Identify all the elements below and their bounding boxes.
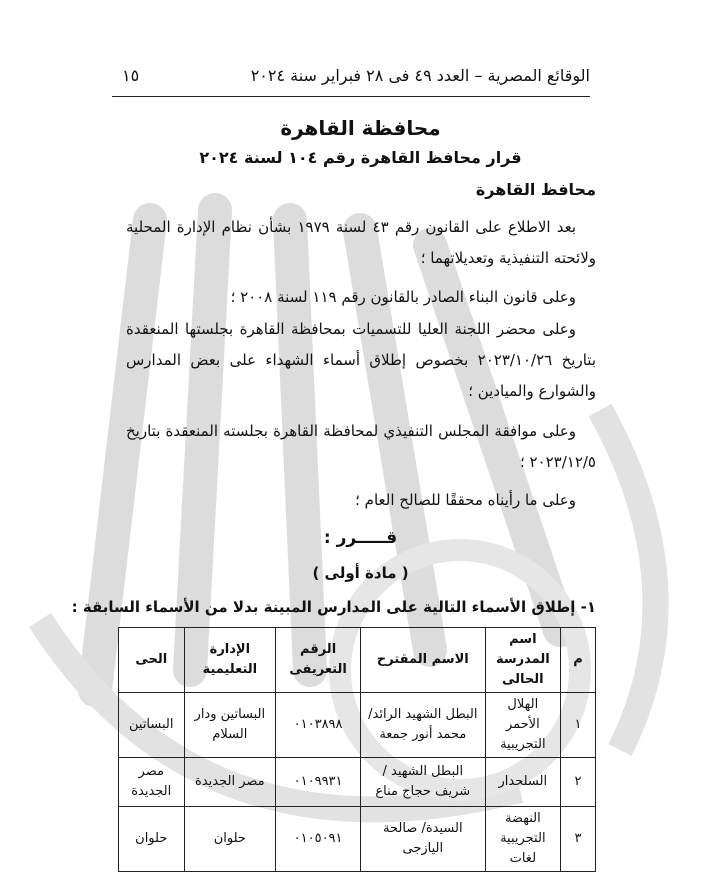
paragraph-2: وعلى قانون البناء الصادر بالقانون رقم ١١٩ لسنة ٢٠٠٨ ؛ bbox=[230, 288, 576, 306]
table-header-row bbox=[119, 628, 596, 693]
cell-identifier: ٠١٠٩٩٣١ bbox=[276, 758, 361, 807]
cell-proposed-name: السيدة/ صالحة اليازجى bbox=[360, 807, 485, 872]
header-education-dept: الإدارة التعليمية bbox=[184, 628, 276, 693]
cell-index: ١ bbox=[561, 693, 596, 758]
header-district: الحى bbox=[119, 628, 185, 693]
journal-issue-line: الوقائع المصرية – العدد ٤٩ فى ٢٨ فبراير سنة ٢٠٢٤ bbox=[250, 66, 590, 85]
running-header bbox=[112, 62, 590, 97]
cell-identifier: ٠١٠٥٠٩١ bbox=[276, 807, 361, 872]
clause-1: ١- إطلاق الأسماء التالية على المدارس المبينة بدلا من الأسماء السابقة : bbox=[71, 598, 596, 616]
table-row bbox=[119, 807, 596, 872]
cell-proposed-name: البطل الشهيد الرائد/ محمد أنور جمعة bbox=[360, 693, 485, 758]
cell-education-dept: حلوان bbox=[184, 807, 276, 872]
cell-current-school: النهضة التجريبية لغات bbox=[485, 807, 560, 872]
paragraph-3: وعلى محضر اللجنة العليا للتسميات بمحافظة القاهرة بجلستها المنعقدة بتاريخ ٢٠٢٣/١٠/٢٦ بخصوص إطلاق أسماء الشهداء على بعض المدارس والشوارع والميادين ؛ bbox=[126, 320, 596, 400]
decided-heading: قـــــرر : bbox=[323, 528, 398, 548]
header-proposed-name: الاسم المقترح bbox=[360, 628, 485, 693]
cell-district: مصر الجديدة bbox=[119, 758, 185, 807]
table-row bbox=[119, 693, 596, 758]
schools-table bbox=[118, 627, 596, 872]
cell-district: حلوان bbox=[119, 807, 185, 872]
paragraph-5: وعلى ما رأيناه محققًا للصالح العام ؛ bbox=[355, 491, 576, 509]
page-number: ١٥ bbox=[122, 66, 140, 85]
table-row bbox=[119, 758, 596, 807]
paragraph-1: بعد الاطلاع على القانون رقم ٤٣ لسنة ١٩٧٩ بشأن نظام الإدارة المحلية ولائحته التنفيذية وتعديلاتهما ؛ bbox=[126, 218, 596, 267]
document-title: محافظة القاهرة bbox=[280, 116, 441, 140]
cell-index: ٣ bbox=[561, 807, 596, 872]
cell-identifier: ٠١٠٣٨٩٨ bbox=[276, 693, 361, 758]
cell-current-school: السلحدار bbox=[485, 758, 560, 807]
header-identifier: الرقم التعريفى bbox=[276, 628, 361, 693]
decree-subtitle: قرار محافظ القاهرة رقم ١٠٤ لسنة ٢٠٢٤ bbox=[199, 148, 522, 167]
paragraph-4: وعلى موافقة المجلس التنفيذي لمحافظة القاهرة بجلسته المنعقدة بتاريخ ٢٠٢٣/١٢/٥ ؛ bbox=[126, 422, 596, 471]
header-index: م bbox=[561, 628, 596, 693]
article-heading: ( مادة أولى ) bbox=[312, 564, 409, 582]
cell-education-dept: البساتين ودار السلام bbox=[184, 693, 276, 758]
cell-proposed-name: البطل الشهيد / شريف حجاج مناع bbox=[360, 758, 485, 807]
cell-current-school: الهلال الأحمر التجريبية bbox=[485, 693, 560, 758]
cell-index: ٢ bbox=[561, 758, 596, 807]
cell-district: البساتين bbox=[119, 693, 185, 758]
header-current-school: اسم المدرسة الحالى bbox=[485, 628, 560, 693]
cell-education-dept: مصر الجديدة bbox=[184, 758, 276, 807]
issuer-heading: محافظ القاهرة bbox=[475, 180, 596, 199]
